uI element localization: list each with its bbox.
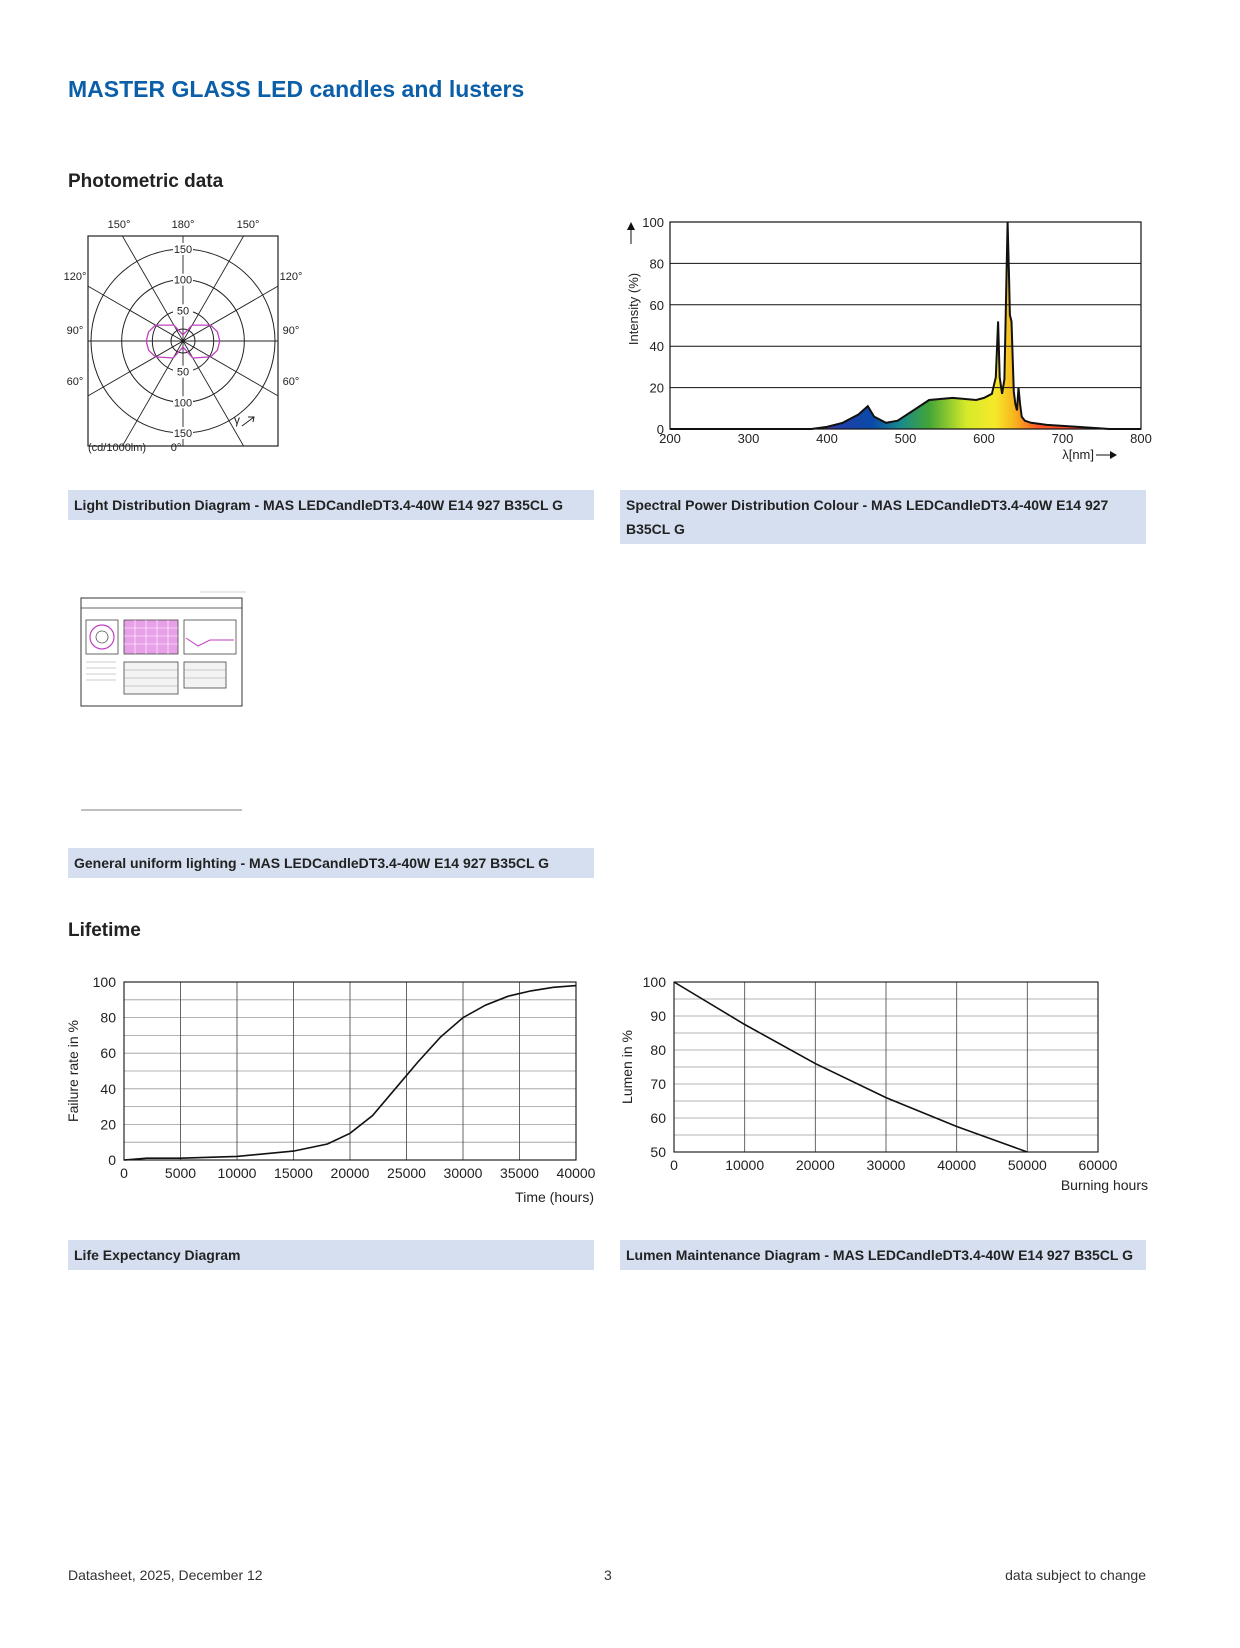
spectral-x-label: λ[nm] xyxy=(1062,447,1094,462)
footer-page-number: 3 xyxy=(604,1567,612,1583)
life_expectancy-x-tick: 10000 xyxy=(217,1165,257,1181)
lumen_maintenance-y-tick: 80 xyxy=(650,1042,666,1058)
document-title: MASTER GLASS LED candles and lusters xyxy=(68,76,525,102)
life_expectancy-y-tick: 60 xyxy=(100,1045,116,1062)
lumen_maintenance-y-tick: 60 xyxy=(650,1110,666,1126)
polar-unit-label: (cd/1000lm) xyxy=(88,442,147,454)
caption-spectral: Spectral Power Distribution Colour - MAS LEDCandleDT3.4-40W E14 927 B35CL G xyxy=(620,490,1146,544)
life_expectancy-y-tick: 40 xyxy=(100,1080,116,1097)
spectral-y-label: Intensity (%) xyxy=(626,272,641,346)
lumen_maintenance-x-tick: 50000 xyxy=(1007,1157,1047,1173)
life_expectancy-x-tick: 25000 xyxy=(387,1165,426,1181)
polar-radial-label: 150 xyxy=(173,428,193,440)
spectral-y-tick: 40 xyxy=(649,339,664,355)
lumen_maintenance-y-label: Lumen in % xyxy=(619,1030,635,1104)
gamma-arrow-icon xyxy=(242,417,254,426)
polar-angle-label: 60° xyxy=(66,376,84,388)
lumen_maintenance-y-tick: 100 xyxy=(642,974,666,990)
y-axis-arrowhead-icon xyxy=(627,222,635,230)
spectral-x-tick: 800 xyxy=(1130,431,1152,446)
lumen_maintenance-x-label: Burning hours xyxy=(1060,1177,1148,1193)
polar-radial-label: 150 xyxy=(173,244,193,256)
life_expectancy-x-tick: 15000 xyxy=(274,1165,313,1181)
light-distribution-diagram xyxy=(64,214,304,466)
spectral-x-tick: 600 xyxy=(973,431,995,446)
lumen_maintenance-x-tick: 10000 xyxy=(725,1157,765,1173)
polar-angle-label: 60° xyxy=(282,376,300,388)
spectral-y-tick: 80 xyxy=(649,256,664,272)
life_expectancy-x-tick: 35000 xyxy=(500,1165,539,1181)
polar-angle-label: 150° xyxy=(236,219,260,231)
polar-angle-label: 90° xyxy=(66,325,84,337)
lumen_maintenance-x-tick: 40000 xyxy=(937,1157,977,1173)
spectral-x-tick: 200 xyxy=(659,431,681,446)
lumen_maintenance-x-tick: 0 xyxy=(670,1157,678,1173)
polar-gamma-label: γ xyxy=(234,413,240,427)
spectral-y-tick: 0 xyxy=(656,422,664,437)
lumen_maintenance-y-tick: 90 xyxy=(650,1008,666,1024)
polar-radial-label: 100 xyxy=(173,274,193,287)
caption-lumen-maintenance: Lumen Maintenance Diagram - MAS LEDCandleDT3.4-40W E14 927 B35CL G xyxy=(620,1240,1146,1270)
footer-date: Datasheet, 2025, December 12 xyxy=(68,1567,263,1583)
life_expectancy-x-tick: 40000 xyxy=(556,1165,596,1181)
section-title-photometric: Photometric data xyxy=(68,171,224,192)
polar-radial-label: 50 xyxy=(176,305,190,318)
polar-angle-label: 120° xyxy=(279,271,303,283)
general-uniform-lighting-thumbnail xyxy=(80,588,250,816)
life_expectancy-x-tick: 0 xyxy=(120,1165,128,1181)
lumen_maintenance-x-tick: 20000 xyxy=(795,1157,835,1173)
polar-angle-label: 180° xyxy=(171,219,195,231)
life_expectancy-x-tick: 5000 xyxy=(164,1165,197,1181)
spectral-y-tick: 100 xyxy=(642,215,664,230)
lumen_maintenance-y-tick: 70 xyxy=(650,1076,666,1092)
section-title-lifetime: Lifetime xyxy=(68,920,141,941)
life_expectancy-y-tick: 0 xyxy=(108,1152,116,1168)
caption-light-distribution: Light Distribution Diagram - MAS LEDCandleDT3.4-40W E14 927 B35CL G xyxy=(68,490,594,520)
caption-life-expectancy: Life Expectancy Diagram xyxy=(68,1240,594,1270)
polar-angle-label: 90° xyxy=(282,325,300,337)
polar-angle-label: 120° xyxy=(63,271,87,283)
x-axis-arrowhead-icon xyxy=(1110,451,1117,459)
lumen_maintenance-y-tick: 50 xyxy=(650,1144,666,1160)
life_expectancy-y-label: Failure rate in % xyxy=(65,1020,81,1122)
lumen_maintenance-x-tick: 60000 xyxy=(1078,1157,1118,1173)
life_expectancy-y-tick: 80 xyxy=(100,1009,116,1026)
lumen_maintenance-x-tick: 30000 xyxy=(866,1157,906,1173)
polar-radial-label: 50 xyxy=(176,366,190,379)
life_expectancy-y-tick: 100 xyxy=(92,974,116,990)
footer-disclaimer: data subject to change xyxy=(1005,1567,1146,1583)
spectral-x-tick: 500 xyxy=(894,431,917,446)
polar-angle-label: 0° xyxy=(170,442,182,454)
life_expectancy-x-label: Time (hours) xyxy=(515,1189,594,1205)
polar-radial-label: 100 xyxy=(173,397,193,410)
spectral-x-tick: 700 xyxy=(1051,431,1074,446)
life-expectancy-chart xyxy=(62,966,602,1206)
spectral-mask xyxy=(670,222,1141,429)
spectral-y-tick: 20 xyxy=(649,380,664,396)
spectral-power-chart xyxy=(618,212,1152,468)
life_expectancy-x-tick: 20000 xyxy=(330,1165,370,1181)
spectral-y-tick: 60 xyxy=(649,297,664,313)
life_expectancy-x-tick: 30000 xyxy=(443,1165,483,1181)
spectral-x-tick: 400 xyxy=(816,431,838,446)
spectral-x-tick: 300 xyxy=(737,431,760,446)
lumen-maintenance-chart xyxy=(616,966,1156,1206)
caption-general-uniform: General uniform lighting - MAS LEDCandleDT3.4-40W E14 927 B35CL G xyxy=(68,848,594,878)
life_expectancy-y-tick: 20 xyxy=(100,1116,116,1133)
polar-angle-label: 150° xyxy=(107,219,131,231)
